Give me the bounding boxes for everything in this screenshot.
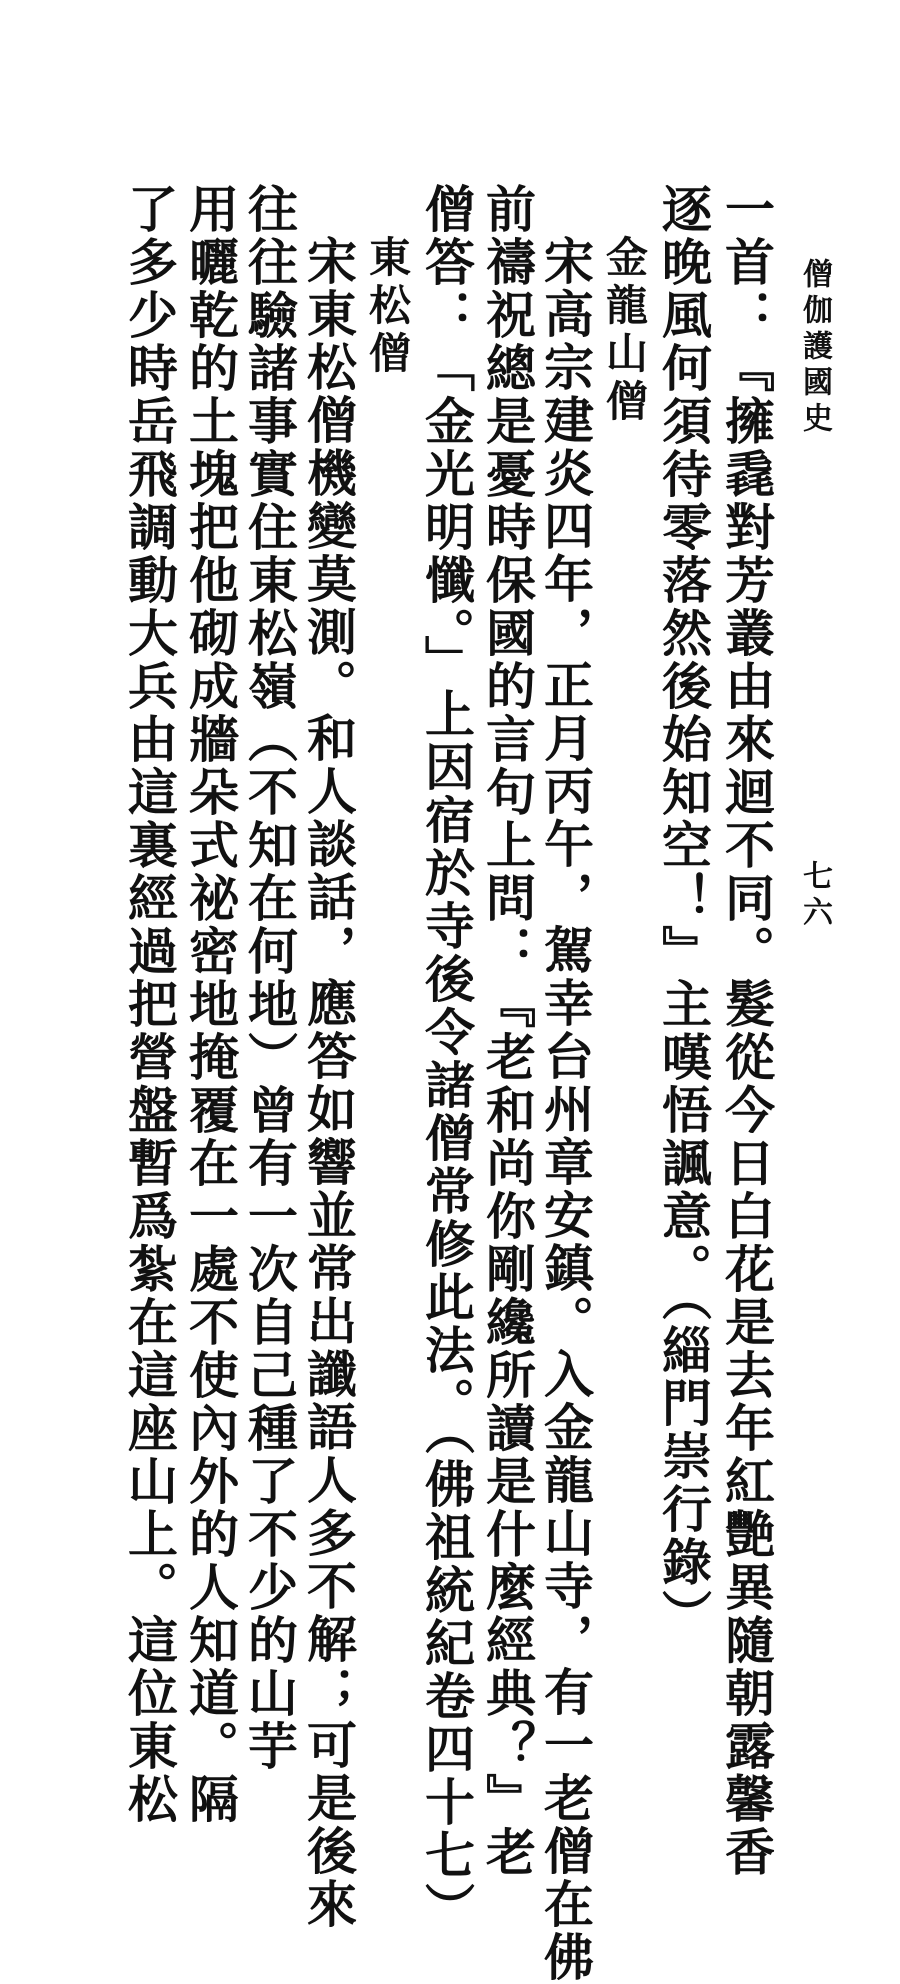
text-column-10: 用曬乾的土塊把他砌成牆朵式祕密地掩覆在一處不使內外的人知道。隔: [181, 183, 240, 1826]
text-column-4: 宋高宗建炎四年，正月丙午，駕幸台州章安鎮。入金龍山寺，有一老僧在佛: [536, 235, 595, 1984]
text-column-2: 逐晚風何須待零落然後始知空！』主嘆悟諷意。（緇門崇行錄）: [654, 183, 713, 1642]
text-column-8: 宋東松僧機變莫測。和人談話，應答如響並常出讖語人多不解；可是後來: [299, 235, 358, 1931]
running-head-title: 僧伽護國史: [797, 258, 832, 438]
text-column-5: 前禱祝總是憂時保國的言句上問：『老和尚你剛纔所讀是什麼經典？』老: [478, 183, 537, 1879]
section-heading-dongsong: 東松僧: [363, 235, 412, 379]
text-column-11: 了多少時岳飛調動大兵由這裏經過把營盤暫爲紮在這座山上。這位東松: [120, 183, 179, 1826]
text-column-1: 一首：『擁毳對芳叢由來迴不同。髮從今日白花是去年紅艷異隨朝露馨香: [717, 183, 776, 1879]
text-column-6: 僧答：「金光明懺。」上因宿於寺後令諸僧常修此法。（佛祖統紀卷四十七）: [417, 183, 476, 1935]
page-number: 七六: [797, 860, 832, 932]
section-heading-jinlongshan: 金龍山僧: [600, 235, 649, 427]
text-column-9: 往往驗諸事實住東松嶺（不知在何地）曾有一次自己種了不少的山芋: [240, 183, 299, 1773]
